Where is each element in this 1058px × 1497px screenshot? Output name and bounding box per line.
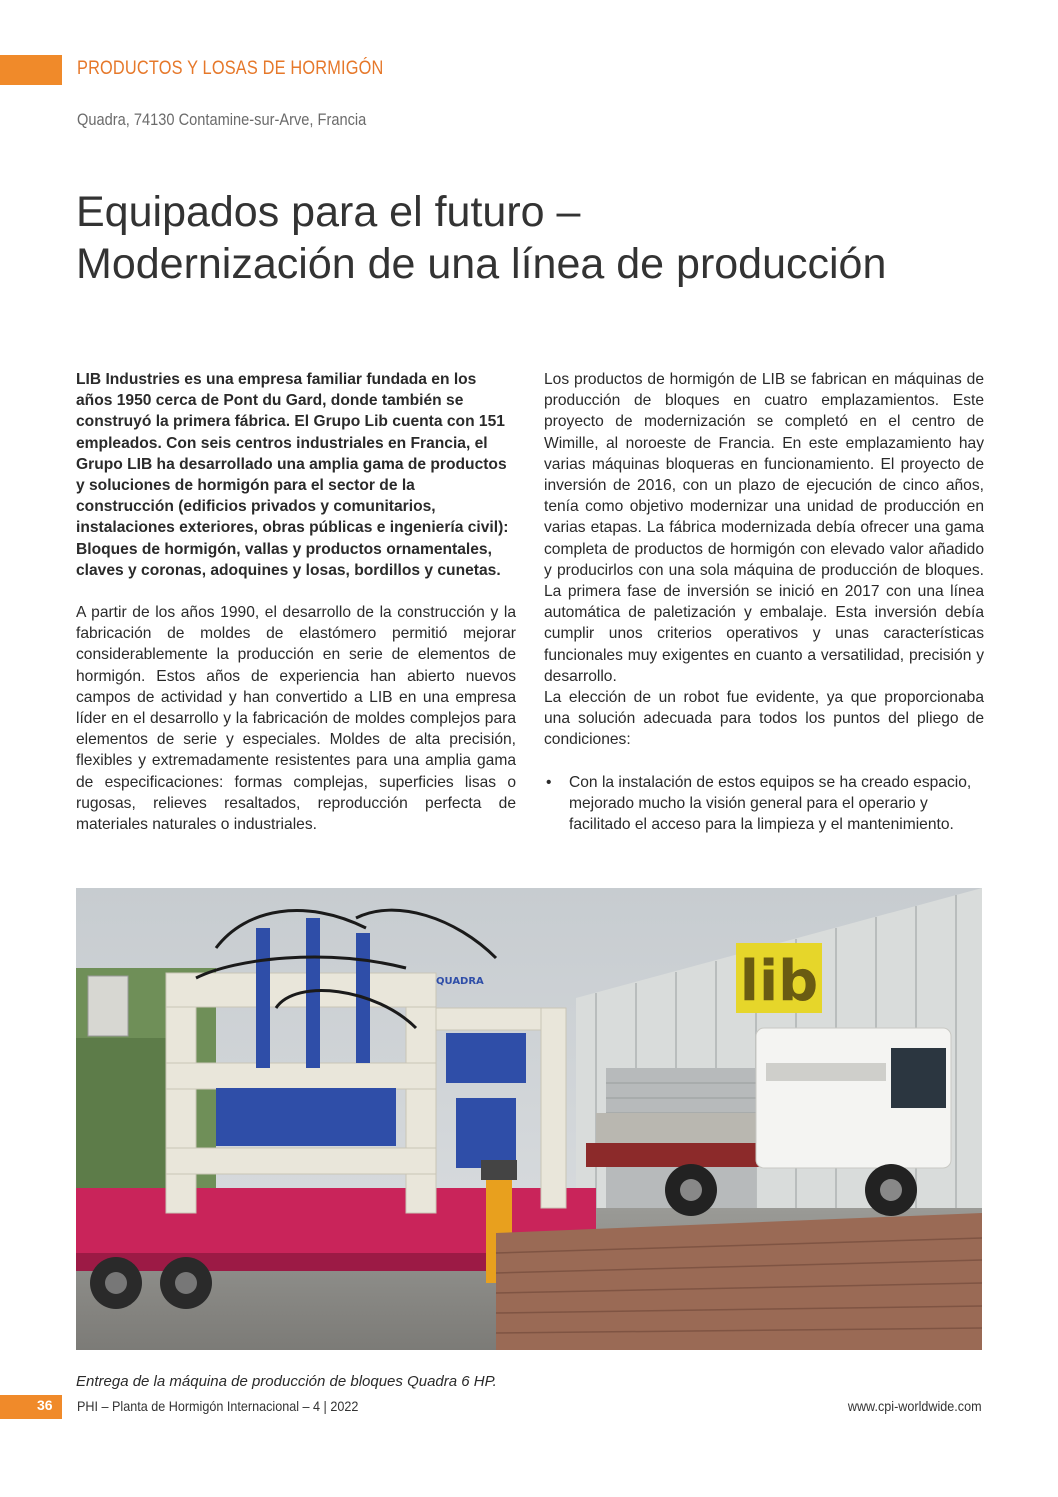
body-paragraph: Los productos de hormigón de LIB se fabrican en máquinas de producción de bloques en cuatro emplazamientos. Este proyecto de modernización se completó en el centro de Wimille, al noroeste de Francia. En este emplazamiento hay varias máquinas bloqueras en funcionamiento. El proyecto de inversión de 2016, con un plazo de ejecución de cinco años, tenía como objetivo modernizar una unidad de producción en varias etapas. La fábrica modernizada debía ofrecer una gama completa de productos de hormigón con elevado valor añadido y producirlos con una sola máquina de producción de bloques. La primera fase de inversión se inició en 2017 con una línea automática de paletización y embalaje. Esta inversión debía cumplir unos criterios operativos y unas características funcionales muy exigentes en cuanto a versatilidad, precisión y desarrollo. — [544, 371, 984, 685]
body-paragraph: A partir de los años 1990, el desarrollo de la construcción y la fabricación de moldes de elastómero permitió mejorar considerablemente la producción en serie de elementos de hormigón. Estos años de experiencia han abierto nuevos campos de actividad y han convertido a LIB en una empresa líder en el desarrollo y la fabricación de moldes complejos para elementos de serie y especiales. Moldes de alta precisión, flexibles y extremadamente resistentes para una amplia gama de especificaciones: formas complejas, superficies lisas o rugosas, relieves resaltados, reproducción perfecta de materiales naturales o industriales. — [76, 604, 516, 834]
article-title — [76, 186, 996, 290]
article-photo — [76, 888, 982, 1350]
section-label: PRODUCTOS Y LOSAS DE HORMIGÓN — [77, 58, 384, 79]
photo-caption: Entrega de la máquina de producción de bloques Quadra 6 HP. — [76, 1373, 497, 1390]
title-line-2: Modernización de una línea de producción — [76, 240, 887, 288]
bullet-item — [544, 772, 984, 836]
bullet-symbol: • — [546, 773, 552, 791]
article-location: Quadra, 74130 Contamine-sur-Arve, Francia — [77, 110, 367, 129]
body-paragraph: La elección de un robot fue evidente, ya que proporcionaba una solución adecuada para todos los puntos del pliego de condiciones: — [544, 689, 984, 749]
bullet-list — [544, 772, 984, 836]
machine-label: QUADRA — [436, 976, 484, 987]
publication-name: PHI – Planta de Hormigón Internacional – 4 | 2022 — [77, 1398, 359, 1414]
website-link[interactable]: www.cpi-worldwide.com — [848, 1398, 982, 1414]
right-column — [544, 369, 984, 835]
page-number: 36 — [37, 1397, 53, 1413]
left-column — [76, 369, 516, 856]
bullet-text: Con la instalación de estos equipos se ha creado espacio, mejorado mucho la visión general para el operario y facilitado el acceso para la limpieza y el mantenimiento. — [569, 773, 972, 834]
title-line-1: Equipados para el futuro – — [76, 188, 581, 236]
lead-paragraph: LIB Industries es una empresa familiar fundada en los años 1950 cerca de Pont du Gard, donde también se construyó la primera fábrica. El Grupo Lib cuenta con 151 empleados. Con seis centros industriales en Francia, el Grupo LIB ha desarrollado una amplia gama de productos y soluciones de hormigón para el sector de la construcción (edificios privados y comunitarios, instalaciones exteriores, obras públicas e ingeniería civil): Bloques de hormigón, vallas y productos ornamentales, claves y coronas, adoquines y losas, bordillos y cunetas. — [76, 371, 509, 579]
delivery-photo-illustration — [76, 888, 982, 1350]
company-sign-text: lib — [739, 949, 819, 1014]
section-tag-bar — [0, 55, 62, 85]
